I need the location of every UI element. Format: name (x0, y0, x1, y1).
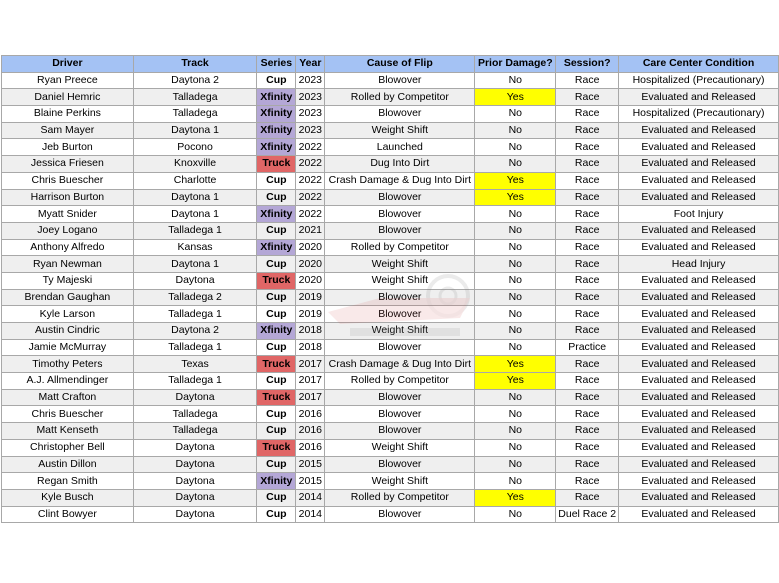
cell-condition: Evaluated and Released (619, 172, 779, 189)
cell-cause: Weight Shift (325, 473, 475, 490)
cell-cause: Weight Shift (325, 122, 475, 139)
cell-cause: Blowover (325, 306, 475, 323)
cell-series: Xfinity (257, 206, 296, 223)
cell-condition: Evaluated and Released (619, 323, 779, 340)
table-row (2, 506, 779, 523)
cell-year: 2020 (296, 272, 325, 289)
cell-track: Talladega 2 (133, 289, 257, 306)
cell-year: 2022 (296, 139, 325, 156)
cell-series: Xfinity (257, 106, 296, 123)
cell-driver: Timothy Peters (2, 356, 134, 373)
col-header-year: Year (296, 56, 325, 73)
cell-condition: Evaluated and Released (619, 339, 779, 356)
cell-series: Truck (257, 389, 296, 406)
table-row (2, 389, 779, 406)
cell-series: Xfinity (257, 323, 296, 340)
cell-prior-damage: No (475, 406, 556, 423)
table-row (2, 106, 779, 123)
cell-series: Cup (257, 172, 296, 189)
cell-driver: Anthony Alfredo (2, 239, 134, 256)
cell-cause: Rolled by Competitor (325, 89, 475, 106)
cell-condition: Hospitalized (Precautionary) (619, 72, 779, 89)
cell-prior-damage: No (475, 339, 556, 356)
cell-driver: Clint Bowyer (2, 506, 134, 523)
cell-track: Daytona 1 (133, 206, 257, 223)
cell-condition: Evaluated and Released (619, 423, 779, 440)
cell-track: Talladega (133, 423, 257, 440)
cell-driver: Chris Buescher (2, 406, 134, 423)
cell-year: 2022 (296, 156, 325, 173)
cell-cause: Crash Damage & Dug Into Dirt (325, 172, 475, 189)
cell-cause: Blowover (325, 406, 475, 423)
cell-condition: Foot Injury (619, 206, 779, 223)
cell-track: Pocono (133, 139, 257, 156)
cell-track: Daytona 1 (133, 189, 257, 206)
cell-condition: Evaluated and Released (619, 272, 779, 289)
cell-session: Race (556, 439, 619, 456)
col-header-condition: Care Center Condition (619, 56, 779, 73)
table-row (2, 456, 779, 473)
cell-series: Xfinity (257, 89, 296, 106)
cell-track: Talladega 1 (133, 339, 257, 356)
cell-session: Race (556, 222, 619, 239)
cell-year: 2018 (296, 323, 325, 340)
cell-series: Cup (257, 506, 296, 523)
cell-driver: Kyle Busch (2, 489, 134, 506)
cell-condition: Evaluated and Released (619, 389, 779, 406)
cell-cause: Weight Shift (325, 256, 475, 273)
cell-condition: Head Injury (619, 256, 779, 273)
cell-prior-damage: No (475, 456, 556, 473)
cell-condition: Evaluated and Released (619, 356, 779, 373)
cell-series: Cup (257, 406, 296, 423)
cell-session: Race (556, 89, 619, 106)
cell-series: Cup (257, 72, 296, 89)
cell-session: Race (556, 373, 619, 390)
cell-driver: Austin Cindric (2, 323, 134, 340)
cell-condition: Evaluated and Released (619, 156, 779, 173)
cell-year: 2023 (296, 106, 325, 123)
cell-cause: Blowover (325, 206, 475, 223)
table-row (2, 473, 779, 490)
cell-series: Cup (257, 456, 296, 473)
table-row (2, 489, 779, 506)
table-row (2, 306, 779, 323)
cell-series: Cup (257, 489, 296, 506)
cell-track: Daytona (133, 473, 257, 490)
cell-prior-damage: Yes (475, 189, 556, 206)
cell-session: Race (556, 272, 619, 289)
cell-session: Race (556, 323, 619, 340)
cell-driver: Joey Logano (2, 222, 134, 239)
cell-track: Texas (133, 356, 257, 373)
cell-track: Daytona (133, 389, 257, 406)
cell-session: Race (556, 306, 619, 323)
cell-series: Cup (257, 423, 296, 440)
cell-track: Daytona 2 (133, 323, 257, 340)
cell-condition: Evaluated and Released (619, 89, 779, 106)
cell-session: Race (556, 139, 619, 156)
cell-prior-damage: No (475, 106, 556, 123)
table-row (2, 206, 779, 223)
cell-cause: Weight Shift (325, 439, 475, 456)
table-row (2, 356, 779, 373)
cell-driver: Ryan Newman (2, 256, 134, 273)
cell-prior-damage: No (475, 72, 556, 89)
cell-driver: Jamie McMurray (2, 339, 134, 356)
cell-track: Talladega 1 (133, 222, 257, 239)
table-row (2, 139, 779, 156)
cell-prior-damage: Yes (475, 489, 556, 506)
table-row (2, 222, 779, 239)
cell-prior-damage: No (475, 156, 556, 173)
table-row (2, 323, 779, 340)
cell-year: 2015 (296, 456, 325, 473)
cell-cause: Weight Shift (325, 323, 475, 340)
cell-series: Xfinity (257, 139, 296, 156)
cell-cause: Blowover (325, 189, 475, 206)
cell-condition: Evaluated and Released (619, 139, 779, 156)
cell-driver: Matt Crafton (2, 389, 134, 406)
cell-series: Xfinity (257, 473, 296, 490)
cell-driver: Sam Mayer (2, 122, 134, 139)
cell-driver: Jeb Burton (2, 139, 134, 156)
cell-cause: Blowover (325, 339, 475, 356)
cell-cause: Blowover (325, 456, 475, 473)
cell-prior-damage: Yes (475, 373, 556, 390)
cell-prior-damage: No (475, 289, 556, 306)
col-header-prior-damage: Prior Damage? (475, 56, 556, 73)
cell-cause: Blowover (325, 72, 475, 89)
cell-session: Race (556, 122, 619, 139)
cell-prior-damage: No (475, 423, 556, 440)
cell-session: Race (556, 423, 619, 440)
cell-condition: Evaluated and Released (619, 239, 779, 256)
table-row (2, 423, 779, 440)
cell-series: Xfinity (257, 239, 296, 256)
cell-driver: Daniel Hemric (2, 89, 134, 106)
cell-track: Talladega 1 (133, 306, 257, 323)
cell-cause: Crash Damage & Dug Into Dirt (325, 356, 475, 373)
cell-track: Daytona 2 (133, 72, 257, 89)
cell-series: Truck (257, 356, 296, 373)
cell-session: Race (556, 473, 619, 490)
cell-condition: Hospitalized (Precautionary) (619, 106, 779, 123)
cell-series: Cup (257, 256, 296, 273)
cell-session: Race (556, 389, 619, 406)
cell-cause: Weight Shift (325, 272, 475, 289)
cell-condition: Evaluated and Released (619, 289, 779, 306)
cell-condition: Evaluated and Released (619, 222, 779, 239)
cell-track: Charlotte (133, 172, 257, 189)
col-header-driver: Driver (2, 56, 134, 73)
cell-track: Talladega (133, 89, 257, 106)
cell-cause: Blowover (325, 389, 475, 406)
cell-series: Truck (257, 439, 296, 456)
cell-track: Talladega (133, 406, 257, 423)
cell-series: Cup (257, 339, 296, 356)
cell-session: Race (556, 256, 619, 273)
cell-driver: Ty Majeski (2, 272, 134, 289)
cell-track: Kansas (133, 239, 257, 256)
table-row (2, 156, 779, 173)
cell-cause: Blowover (325, 222, 475, 239)
table-row (2, 172, 779, 189)
cell-track: Knoxville (133, 156, 257, 173)
cell-series: Xfinity (257, 122, 296, 139)
cell-prior-damage: No (475, 306, 556, 323)
table-row (2, 339, 779, 356)
cell-series: Cup (257, 373, 296, 390)
table-row (2, 122, 779, 139)
cell-session: Race (556, 289, 619, 306)
cell-prior-damage: No (475, 272, 556, 289)
cell-prior-damage: Yes (475, 172, 556, 189)
cell-condition: Evaluated and Released (619, 306, 779, 323)
cell-driver: Ryan Preece (2, 72, 134, 89)
cell-session: Race (556, 156, 619, 173)
cell-driver: Blaine Perkins (2, 106, 134, 123)
cell-condition: Evaluated and Released (619, 406, 779, 423)
cell-prior-damage: No (475, 439, 556, 456)
cell-session: Race (556, 239, 619, 256)
cell-track: Talladega (133, 106, 257, 123)
cell-driver: Harrison Burton (2, 189, 134, 206)
cell-year: 2022 (296, 172, 325, 189)
cell-series: Cup (257, 289, 296, 306)
cell-condition: Evaluated and Released (619, 122, 779, 139)
cell-year: 2019 (296, 306, 325, 323)
col-header-cause: Cause of Flip (325, 56, 475, 73)
cell-year: 2023 (296, 122, 325, 139)
cell-cause: Blowover (325, 423, 475, 440)
cell-year: 2014 (296, 489, 325, 506)
cell-year: 2017 (296, 356, 325, 373)
col-header-series: Series (257, 56, 296, 73)
cell-session: Practice (556, 339, 619, 356)
cell-session: Race (556, 456, 619, 473)
cell-driver: Matt Kenseth (2, 423, 134, 440)
cell-prior-damage: No (475, 473, 556, 490)
cell-track: Daytona (133, 272, 257, 289)
cell-track: Daytona (133, 506, 257, 523)
cell-session: Duel Race 2 (556, 506, 619, 523)
cell-condition: Evaluated and Released (619, 473, 779, 490)
table-row (2, 256, 779, 273)
cell-condition: Evaluated and Released (619, 489, 779, 506)
col-header-session: Session? (556, 56, 619, 73)
cell-prior-damage: No (475, 389, 556, 406)
cell-driver: Myatt Snider (2, 206, 134, 223)
cell-year: 2017 (296, 373, 325, 390)
cell-year: 2015 (296, 473, 325, 490)
cell-year: 2022 (296, 206, 325, 223)
cell-track: Daytona (133, 489, 257, 506)
header-row (2, 56, 779, 73)
cell-cause: Launched (325, 139, 475, 156)
cell-year: 2022 (296, 189, 325, 206)
cell-series: Cup (257, 189, 296, 206)
cell-session: Race (556, 72, 619, 89)
cell-cause: Rolled by Competitor (325, 489, 475, 506)
cell-condition: Evaluated and Released (619, 189, 779, 206)
cell-track: Talladega 1 (133, 373, 257, 390)
col-header-track: Track (133, 56, 257, 73)
cell-series: Truck (257, 156, 296, 173)
cell-prior-damage: No (475, 139, 556, 156)
table-row (2, 239, 779, 256)
cell-driver: Brendan Gaughan (2, 289, 134, 306)
cell-prior-damage: No (475, 323, 556, 340)
cell-session: Race (556, 356, 619, 373)
cell-session: Race (556, 489, 619, 506)
cell-year: 2020 (296, 239, 325, 256)
table-row (2, 272, 779, 289)
cell-cause: Blowover (325, 289, 475, 306)
cell-cause: Rolled by Competitor (325, 239, 475, 256)
cell-driver: Austin Dillon (2, 456, 134, 473)
cell-track: Daytona 1 (133, 256, 257, 273)
cell-year: 2023 (296, 89, 325, 106)
cell-driver: Kyle Larson (2, 306, 134, 323)
cell-year: 2014 (296, 506, 325, 523)
cell-track: Daytona 1 (133, 122, 257, 139)
cell-prior-damage: Yes (475, 89, 556, 106)
cell-year: 2016 (296, 423, 325, 440)
cell-session: Race (556, 172, 619, 189)
cell-cause: Rolled by Competitor (325, 373, 475, 390)
cell-cause: Dug Into Dirt (325, 156, 475, 173)
table-row (2, 439, 779, 456)
cell-track: Daytona (133, 456, 257, 473)
cell-driver: Jessica Friesen (2, 156, 134, 173)
cell-condition: Evaluated and Released (619, 373, 779, 390)
cell-prior-damage: No (475, 206, 556, 223)
table-row (2, 406, 779, 423)
cell-year: 2017 (296, 389, 325, 406)
table-row (2, 72, 779, 89)
cell-condition: Evaluated and Released (619, 506, 779, 523)
cell-session: Race (556, 206, 619, 223)
cell-condition: Evaluated and Released (619, 439, 779, 456)
cell-series: Cup (257, 222, 296, 239)
table-row (2, 189, 779, 206)
cell-year: 2016 (296, 406, 325, 423)
cell-track: Daytona (133, 439, 257, 456)
cell-driver: Chris Buescher (2, 172, 134, 189)
flip-data-table (1, 55, 779, 523)
table-row (2, 89, 779, 106)
cell-year: 2016 (296, 439, 325, 456)
cell-year: 2019 (296, 289, 325, 306)
cell-prior-damage: No (475, 506, 556, 523)
cell-session: Race (556, 106, 619, 123)
cell-prior-damage: No (475, 122, 556, 139)
cell-year: 2020 (296, 256, 325, 273)
cell-cause: Blowover (325, 106, 475, 123)
cell-driver: Regan Smith (2, 473, 134, 490)
cell-driver: A.J. Allmendinger (2, 373, 134, 390)
cell-session: Race (556, 189, 619, 206)
cell-session: Race (556, 406, 619, 423)
cell-driver: Christopher Bell (2, 439, 134, 456)
cell-condition: Evaluated and Released (619, 456, 779, 473)
table-row (2, 289, 779, 306)
cell-year: 2023 (296, 72, 325, 89)
cell-series: Truck (257, 272, 296, 289)
cell-year: 2018 (296, 339, 325, 356)
cell-prior-damage: No (475, 256, 556, 273)
cell-cause: Blowover (325, 506, 475, 523)
table-row (2, 373, 779, 390)
cell-prior-damage: No (475, 239, 556, 256)
cell-year: 2021 (296, 222, 325, 239)
cell-prior-damage: No (475, 222, 556, 239)
cell-series: Cup (257, 306, 296, 323)
cell-prior-damage: Yes (475, 356, 556, 373)
